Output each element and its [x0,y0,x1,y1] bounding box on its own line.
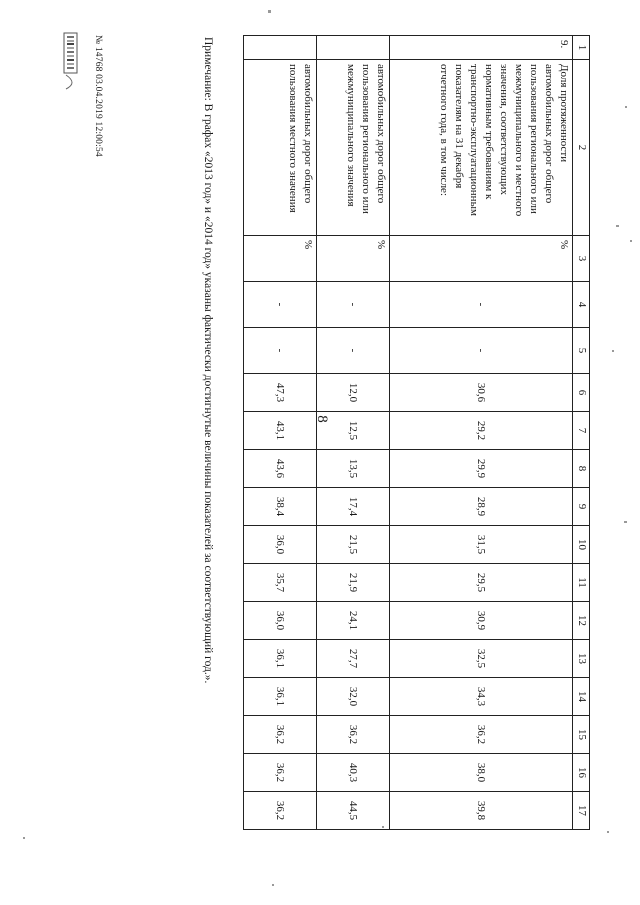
scan-speck [607,831,609,833]
value-cell: 43,6 [244,450,317,488]
column-5-cell: - [390,328,573,374]
value-cell: 36,2 [244,754,317,792]
value-cell: 38,0 [390,754,573,792]
header-cell: 9 [573,488,590,526]
value-cell: 29,5 [390,564,573,602]
column-4-cell: - [390,282,573,328]
value-cell: 36,1 [244,678,317,716]
registration-stamp-code: № 14768 03.04.2019 12:00:54 [93,35,103,157]
header-cell: 12 [573,602,590,640]
header-cell: 6 [573,374,590,412]
table-row [317,36,390,830]
scan-speck [268,10,271,13]
value-cell: 24,1 [317,602,390,640]
column-4-cell: - [317,282,390,328]
header-cell: 17 [573,792,590,830]
value-cell: 30,6 [390,374,573,412]
stamp-barcode-icon [60,31,80,91]
table-row [390,36,573,830]
page-number: 8 [314,415,330,423]
value-cell: 21,5 [317,526,390,564]
indicator-description-cell: автомобильных дорог общего пользования местного значения [244,60,317,236]
value-cell: 36,0 [244,602,317,640]
value-cell: 29,9 [390,450,573,488]
indicators-table [243,35,590,830]
value-cell: 43,1 [244,412,317,450]
value-cell: 30,9 [390,602,573,640]
header-cell: 11 [573,564,590,602]
header-cell: 8 [573,450,590,488]
row-number-cell: 9. [390,36,573,60]
header-cell: 16 [573,754,590,792]
unit-cell: % [244,236,317,282]
value-cell: 36,2 [390,716,573,754]
value-cell: 13,5 [317,450,390,488]
scan-speck [612,350,614,352]
scan-speck [616,225,619,227]
table-note: Примечание: В графах «2013 год» и «2014 год» указаны фактически достигнутые величины показателей за соответствующий год.». [202,37,214,684]
value-cell: 12,5 [317,412,390,450]
value-cell: 27,7 [317,640,390,678]
header-row [573,36,590,830]
value-cell: 31,5 [390,526,573,564]
value-cell: 36,2 [317,716,390,754]
value-cell: 21,9 [317,564,390,602]
row-number-cell [244,36,317,60]
value-cell: 32,5 [390,640,573,678]
unit-cell: % [390,236,573,282]
value-cell: 40,3 [317,754,390,792]
value-cell: 38,4 [244,488,317,526]
header-cell: 3 [573,236,590,282]
value-cell: 36,2 [244,792,317,830]
value-cell: 47,3 [244,374,317,412]
header-cell: 14 [573,678,590,716]
scan-speck [23,837,25,839]
value-cell: 36,2 [244,716,317,754]
header-cell: 2 [573,60,590,236]
scan-speck [630,240,632,242]
value-cell: 29,2 [390,412,573,450]
scan-speck [625,106,627,108]
value-cell: 44,5 [317,792,390,830]
column-4-cell: - [244,282,317,328]
value-cell: 34,3 [390,678,573,716]
column-5-cell: - [317,328,390,374]
value-cell: 39,8 [390,792,573,830]
header-cell: 13 [573,640,590,678]
unit-cell: % [317,236,390,282]
header-cell: 5 [573,328,590,374]
header-cell: 7 [573,412,590,450]
value-cell: 35,7 [244,564,317,602]
table-row [244,36,317,830]
rotated-page-content [50,35,590,821]
value-cell: 36,0 [244,526,317,564]
header-cell: 1 [573,36,590,60]
row-number-cell [317,36,390,60]
scan-speck [624,521,627,523]
value-cell: 28,9 [390,488,573,526]
column-5-cell: - [244,328,317,374]
value-cell: 12,0 [317,374,390,412]
header-cell: 4 [573,282,590,328]
indicator-description-cell: автомобильных дорог общего пользования регионального или межмуниципального значения [317,60,390,236]
value-cell: 36,1 [244,640,317,678]
header-cell: 10 [573,526,590,564]
scan-speck [272,884,274,886]
value-cell: 17,4 [317,488,390,526]
indicator-description-cell: Доля протяженности автомобильных дорог общего пользования регионального или межмуниципального и местного значения, соответствующих нормативным требованиям к транспортно-эксплуатационным показателям на 31 декабря отчетного года, в том числе: [390,60,573,236]
value-cell: 32,0 [317,678,390,716]
scan-speck [382,826,384,828]
header-cell: 15 [573,716,590,754]
